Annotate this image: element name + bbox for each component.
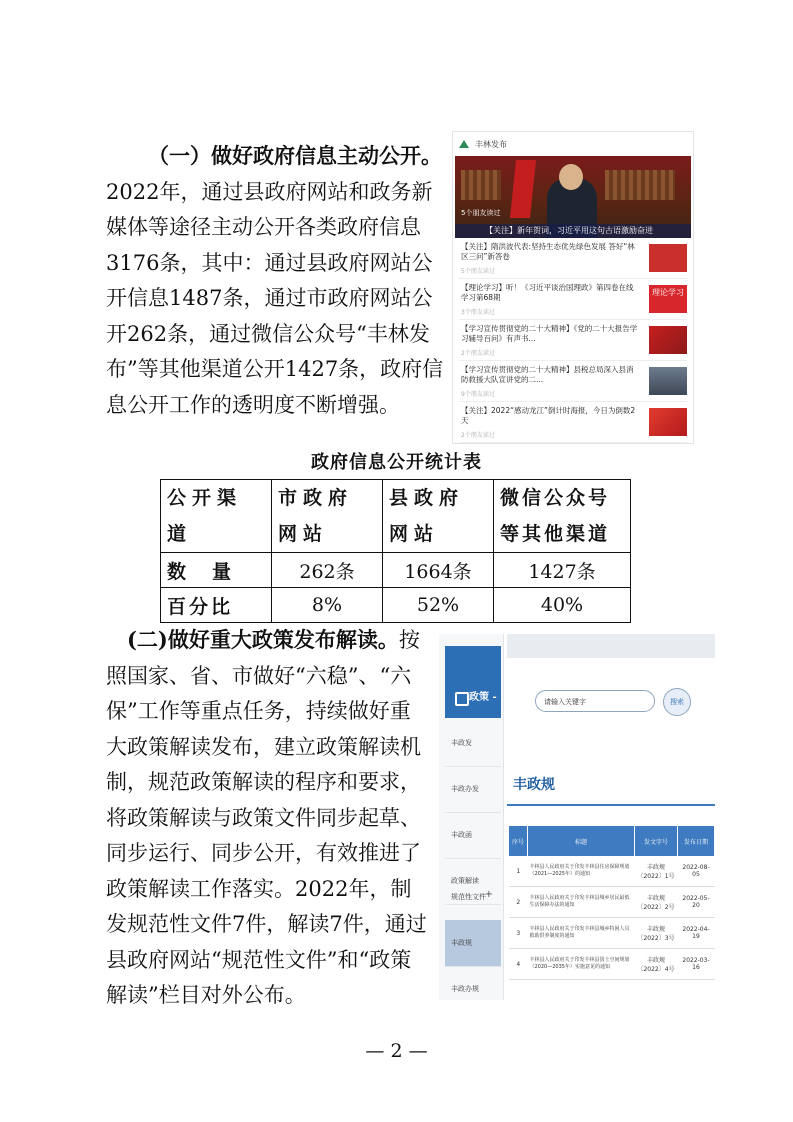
wechat-screenshot [452,131,694,444]
table-cell: 1664条 [383,553,494,588]
row-date: 2022-04-19 [678,918,715,949]
news-meta: 2个朋友读过 [461,432,495,439]
sidebar-item-active[interactable] [445,920,501,967]
news-title: 【学习宣传贯彻党的二十大精神】县税总局深入县消防救援大队宣讲党的二... [461,365,634,384]
section2-paragraph [106,622,431,1014]
table-cell: 40% [494,588,631,623]
row-date: 2022-03-16 [678,949,715,980]
column-header: 序号 [509,826,528,856]
news-item[interactable] [459,238,687,279]
table-caption: 政府信息公开统计表 [311,452,482,473]
table-cell: 52% [383,588,494,623]
news-meta: 2个朋友读过 [461,350,495,357]
table-row [161,588,631,623]
section1-paragraph [106,138,444,423]
title-divider [507,804,715,806]
news-item[interactable] [459,320,687,361]
sidebar-item[interactable] [445,720,501,767]
search-button[interactable]: 搜索 [663,688,691,716]
regulation-header-row [509,826,715,856]
sidebar-item-label: 规范性文件 [451,893,486,901]
banner-caption[interactable]: 【关注】新年贺词，习近平用这句古语激励奋进 [455,224,691,238]
sidebar-item-label: 丰政函 [451,831,472,839]
row-number: 3 [509,918,528,949]
table-header-row [161,480,631,553]
website-screenshot [437,634,715,1000]
row-doc-number: 丰政规〔2022〕2号 [635,887,678,918]
table-row [161,553,631,588]
sidebar-item[interactable] [445,812,501,859]
column-header: 发布日期 [678,826,715,856]
banner-image [455,156,691,238]
column-header: 标题 [528,826,635,856]
bookshelf-right [605,170,675,200]
row-date: 2022-05-20 [678,887,715,918]
sidebar-item-label: 丰政规 [451,939,472,947]
row-number: 1 [509,856,528,887]
row-title[interactable]: 丰林县人民政府关于印发丰林县国土空间规划（2020—2035年）实施意见的通知 [528,949,635,980]
wechat-header [453,132,693,156]
top-banner [507,634,715,658]
news-thumbnail [649,326,687,354]
expand-plus-icon[interactable]: + [484,889,493,900]
sidebar-title: 政策 - [469,692,497,703]
regulation-row[interactable] [509,887,715,918]
news-meta: 3个朋友读过 [461,309,495,316]
section2-lead: (二)做好重大政策发布解读。 [127,627,399,652]
sidebar-item-label: 政策解读 [451,877,479,885]
table-header-cell: 市政府网站 [272,480,383,553]
table-cell: 262条 [272,553,383,588]
regulation-table [509,826,715,980]
news-meta: 5个朋友读过 [461,268,495,275]
column-header: 发文字号 [635,826,678,856]
row-label: 百分比 [161,588,272,623]
news-thumbnail: 理论学习 [649,285,687,313]
policy-icon [455,692,469,706]
news-list [459,238,687,443]
row-doc-number: 丰政规〔2022〕3号 [635,918,678,949]
row-label: 数量 [161,553,272,588]
row-doc-number: 丰政规〔2022〕4号 [635,949,678,980]
search-input[interactable]: 请输入关键字 [535,690,655,712]
sidebar-item-label: 丰政办发 [451,785,479,793]
news-thumbnail [649,367,687,395]
statistics-table [160,479,631,623]
sidebar-header[interactable] [445,646,501,718]
news-title: 【关注】隋洪波代表:坚持生态优先绿色发展 答好“林区三问”新答卷 [461,242,635,261]
row-number: 2 [509,887,528,918]
regulation-row[interactable] [509,856,715,887]
news-item[interactable] [459,279,687,320]
news-thumbnail [649,408,687,436]
table-header-cell: 微信公众号等其他渠道 [494,480,631,553]
regulation-row[interactable] [509,949,715,980]
row-title[interactable]: 丰林县人民政府关于印发丰林县城乡居民最低生活保障办法的通知 [528,887,635,918]
row-doc-number: 丰政规〔2022〕1号 [635,856,678,887]
news-title: 【理论学习】听！《习近平谈治国理政》第四卷在线学习第68期 [461,283,634,302]
section1-lead: （一）做好政府信息主动公开。 [148,143,442,168]
sidebar-item[interactable] [445,966,501,1000]
row-date: 2022-08-05 [678,856,715,887]
section1-body: 2022年，通过县政府网站和政务新媒体等途径主动公开各类政府信息3176条，其中：通过县政府网站公开信息1487条，通过市政府网站公开262条，通过微信公众号“丰林发布”等其他渠道公开1427条，政府信息公开工作的透明度不断增强。 [106,179,444,417]
table-header-cell: 县政府网站 [383,480,494,553]
news-title: 【学习宣传贯彻党的二十大精神】《党的二十大报告学习辅导百问》有声书... [461,324,638,343]
table-header-cell: 公开渠道 [161,480,272,553]
news-title: 【关注】2022“感动龙江”倒计时海报，今日为倒数2天 [461,406,636,425]
section-title: 丰政规 [513,777,555,793]
news-item[interactable] [459,402,687,443]
page-number: — 2 — [365,1040,428,1062]
account-logo-icon [459,140,469,148]
section2-body: 按照国家、省、市做好“六稳”、“六保”工作等重点任务，持续做好重大政策解读发布，建立政策解读机制，规范政策解读的程序和要求，将政策解读与政策文件同步起草、同步运行、同步公开，有效推进了政策解读工作落实。2022年，制发规范性文件7件，解读7件，通过县政府网站“规范性文件”和“政策解读”栏目对外公布。 [106,628,427,1007]
sidebar-item[interactable] [445,874,501,921]
news-meta: 9个朋友读过 [461,391,495,398]
table-cell: 1427条 [494,553,631,588]
sidebar-item-label: 丰政办规 [451,985,479,993]
banner-friends-read: 5个朋友读过 [461,209,501,217]
sidebar-item-label: 丰政发 [451,739,472,747]
sidebar-item[interactable] [445,766,501,813]
table-cell: 8% [272,588,383,623]
account-name: 丰林发布 [475,139,507,149]
regulation-row[interactable] [509,918,715,949]
row-title[interactable]: 丰林县人民政府关于印发丰林县城乡特困人员救助供养制度的通知 [528,918,635,949]
news-item[interactable] [459,361,687,402]
flag-shape [510,160,536,218]
speaker-head [559,164,583,190]
news-thumbnail [649,244,687,272]
row-number: 4 [509,949,528,980]
row-title[interactable]: 丰林县人民政府关于印发丰林县住房保障规划（2021—2025年）的通知 [528,856,635,887]
bookshelf-left [461,170,501,200]
